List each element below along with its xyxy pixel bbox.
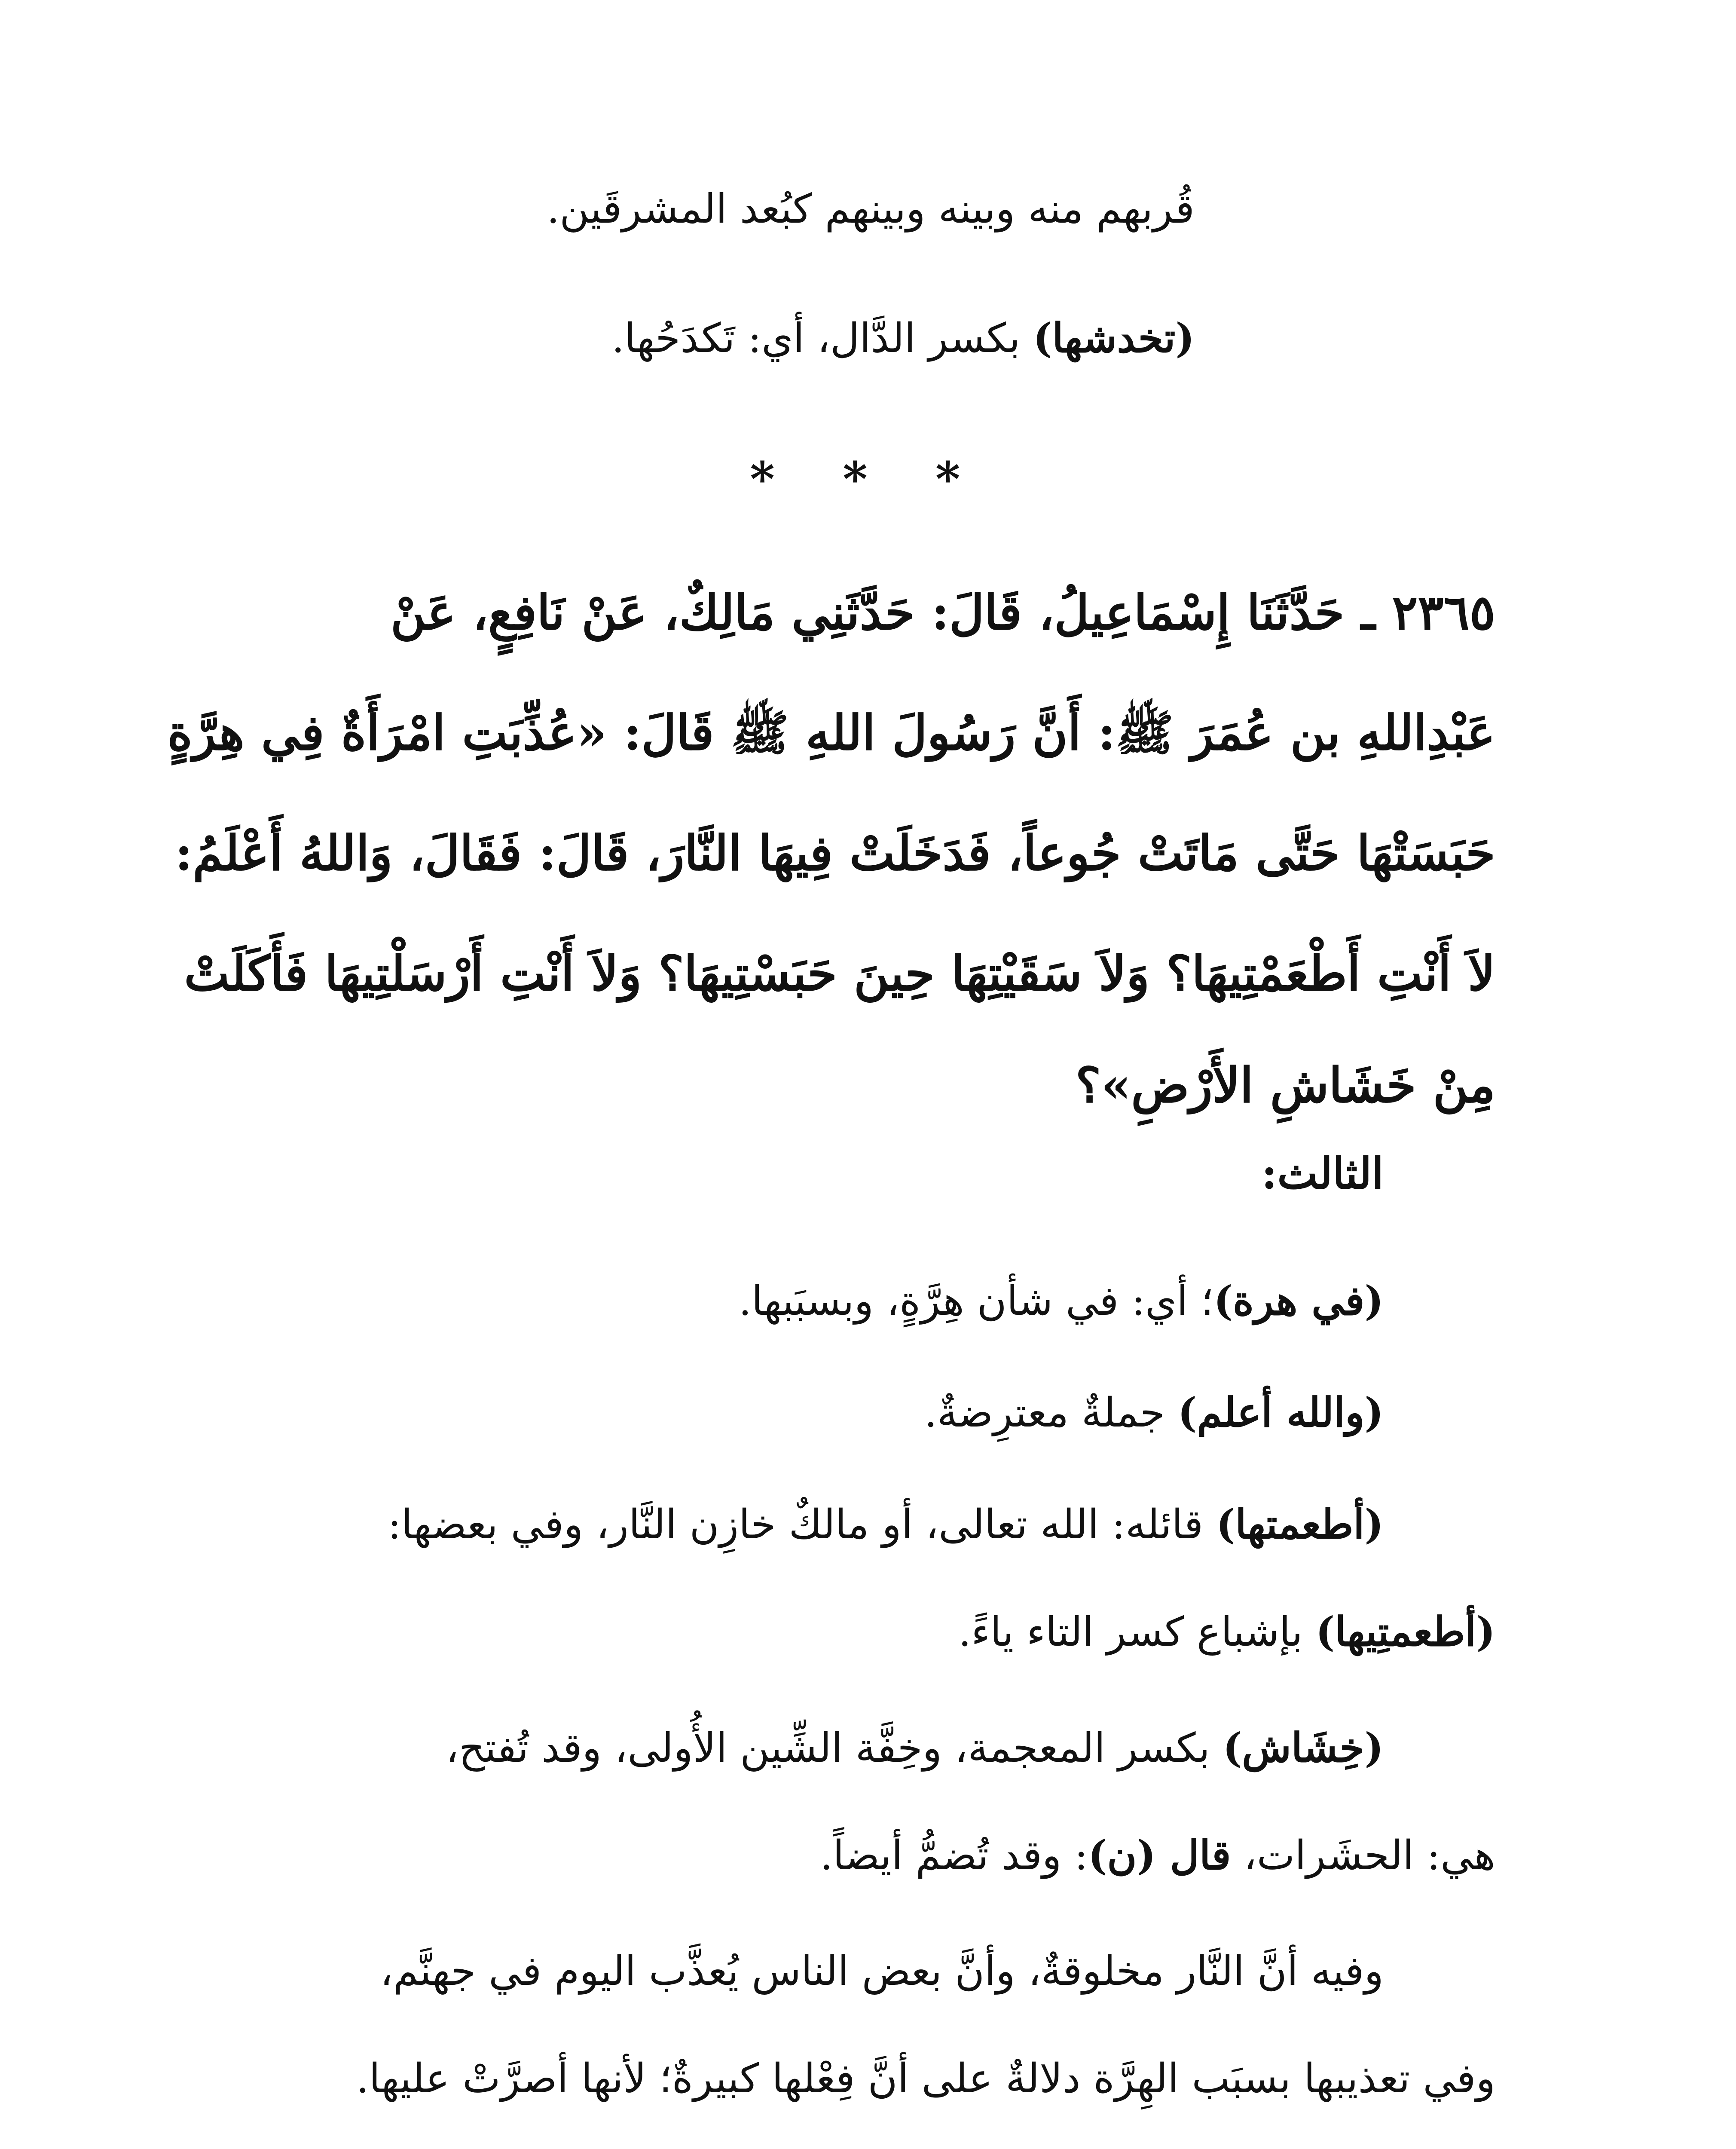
text-line <box>820 1832 1495 1879</box>
line-text: وفيه أنَّ النَّار مخلوقةٌ، وأنَّ بعض الناس يُعذَّب اليوم في جهنَّم، <box>380 1948 1384 1995</box>
text-line <box>184 946 1495 1002</box>
text-line <box>547 186 1195 233</box>
text-line <box>390 585 1495 641</box>
term: قال (ن) <box>1088 1832 1231 1879</box>
line-text: : وقد تُضمُّ أيضاً. <box>820 1832 1088 1879</box>
text-line <box>167 705 1495 761</box>
text-line <box>924 1389 1384 1436</box>
line-text: قُربهم منه وبينه وبينهم كبُعد المشرقَين. <box>547 186 1195 233</box>
line-text: مِنْ خَشَاشِ الأَرْضِ»؟ <box>1075 1057 1495 1114</box>
term: (خِشَاش) <box>1223 1724 1384 1772</box>
line-text: بإشباع كسر التاء ياءً. <box>958 1609 1316 1656</box>
section-heading: الثالث: <box>1261 1148 1384 1199</box>
term: (والله أعلم) <box>1177 1389 1384 1436</box>
line-text: حَبَسَتْهَا حَتَّى مَاتَتْ جُوعاً، فَدَخَلَتْ فِيهَا النَّارَ، قَالَ: فَقَالَ، وَاللهُ أَعْلَمُ: <box>175 825 1495 882</box>
term: (تخدشها) <box>1033 315 1195 362</box>
line-text: ؛ أي: في شأن هِرَّةٍ، وبسبَبها. <box>738 1278 1214 1325</box>
text-line <box>1075 1057 1495 1114</box>
line-text: قائله: الله تعالى، أو مالكٌ خازِن النَّار، وفي بعضها: <box>388 1501 1216 1548</box>
line-text: بكسر الدَّال، أي: تَكدَحُها. <box>611 315 1033 362</box>
text-line <box>356 2055 1495 2102</box>
line-text: ٢٣٦٥ ـ حَدَّثَنَا إِسْمَاعِيلُ، قَالَ: حَدَّثَنِي مَالِكٌ، عَنْ نَافِعٍ، عَنْ <box>390 585 1495 641</box>
term: (في هرة) <box>1213 1277 1384 1325</box>
text-line <box>388 1501 1384 1548</box>
text-line <box>446 1724 1384 1772</box>
term: (أطعمتِيها) <box>1315 1608 1495 1656</box>
text-line <box>175 825 1495 882</box>
term: (أطعمتها) <box>1216 1501 1384 1548</box>
section-separator: * * * <box>750 451 986 507</box>
text-line <box>611 315 1195 362</box>
line-text: عَبْدِاللهِ بن عُمَرَ ﷺ: أَنَّ رَسُولَ اللهِ ﷺ قَالَ: «عُذِّبَتِ امْرَأَةٌ فِي هِرَّةٍ <box>167 705 1495 761</box>
line-text: جملةٌ معترِضةٌ. <box>924 1390 1178 1436</box>
line-text: لاَ أَنْتِ أَطْعَمْتِيهَا؟ وَلاَ سَقَيْتِهَا حِينَ حَبَسْتِيهَا؟ وَلاَ أَنْتِ أَرْسَلْتِيهَا فَأَكَلَتْ <box>184 946 1495 1002</box>
line-text: وفي تعذيبها بسبَب الهِرَّة دلالةٌ على أنَّ فِعْلها كبيرةٌ؛ لأنها أصرَّتْ عليها. <box>356 2055 1495 2102</box>
line-text: هي: الحشَرات، <box>1231 1832 1495 1879</box>
line-text: بكسر المعجمة، وخِفَّة الشِّين الأُولى، وقد تُفتح، <box>446 1725 1223 1772</box>
text-line <box>738 1277 1384 1325</box>
text-line <box>958 1608 1495 1656</box>
text-line <box>380 1948 1384 1995</box>
